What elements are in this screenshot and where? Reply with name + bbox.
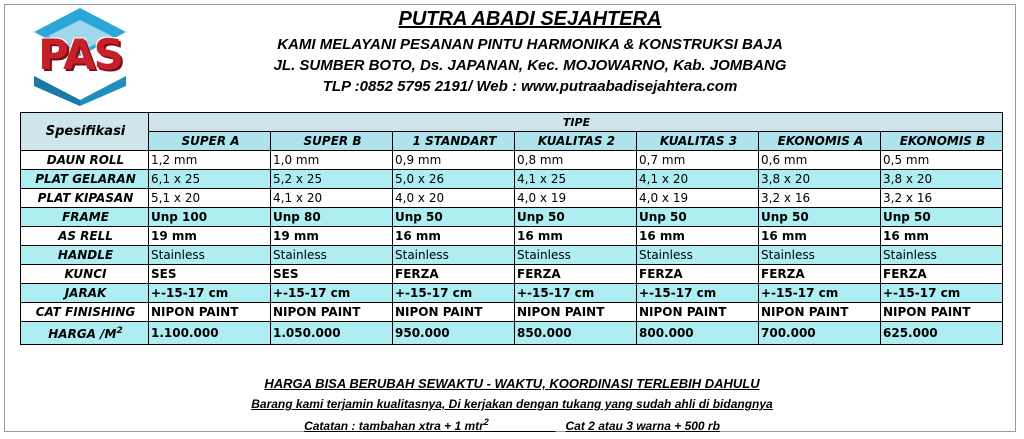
table-cell: Stainless	[271, 246, 393, 265]
table-cell: 1,0 mm	[271, 151, 393, 170]
column-header-row	[21, 132, 1003, 151]
table-cell: 16 mm	[637, 227, 759, 246]
table-cell: Unp 100	[149, 208, 271, 227]
price-cell: 850.000	[515, 322, 637, 345]
table-cell: 3,2 x 16	[881, 189, 1003, 208]
company-logo	[30, 6, 130, 106]
table-head-row	[21, 113, 1003, 132]
table-cell: 19 mm	[271, 227, 393, 246]
table-cell: Stainless	[637, 246, 759, 265]
address-line: JL. SUMBER BOTO, Ds. JAPANAN, Kec. MOJOWARNO, Kab. JOMBANG	[273, 57, 787, 74]
header	[160, 6, 900, 97]
table-cell: +-15-17 cm	[271, 284, 393, 303]
table-row	[21, 208, 1003, 227]
table-cell: 16 mm	[515, 227, 637, 246]
table-row	[21, 303, 1003, 322]
price-label: HARGA $/M^2$	[21, 322, 149, 345]
price-cell: 1.100.000	[149, 322, 271, 345]
row-label: PLAT KIPASAN	[21, 189, 149, 208]
table-cell: 4,1 x 20	[271, 189, 393, 208]
price-notice: HARGA BISA BERUBAH SEWAKTU - WAKTU, KOORDINASI TERLEBIH DAHULU	[264, 376, 760, 391]
table-cell: +-15-17 cm	[637, 284, 759, 303]
spec-header: Spesifikasi	[21, 113, 149, 151]
table-cell: 3,8 x 20	[881, 170, 1003, 189]
table-cell: 16 mm	[759, 227, 881, 246]
spec-table	[20, 112, 1003, 345]
table-cell: Stainless	[149, 246, 271, 265]
row-label: CAT FINISHING	[21, 303, 149, 322]
column-header: SUPER B	[271, 132, 393, 151]
column-header: SUPER A	[149, 132, 271, 151]
table-cell: +-15-17 cm	[881, 284, 1003, 303]
price-row	[21, 322, 1003, 345]
table-cell: 0,9 mm	[393, 151, 515, 170]
column-header: 1 STANDART	[393, 132, 515, 151]
extra-note-part1: Catatan : tambahan xtra + 1 mtr	[304, 419, 484, 433]
price-cell: 1.050.000	[271, 322, 393, 345]
table-row	[21, 284, 1003, 303]
table-cell: FERZA	[515, 265, 637, 284]
table-cell: +-15-17 cm	[149, 284, 271, 303]
table-cell: SES	[149, 265, 271, 284]
quality-note: Barang kami terjamin kualitasnya, Di kerjakan dengan tukang yang sudah ahli di bidangnya	[251, 397, 773, 411]
price-cell: 625.000	[881, 322, 1003, 345]
table-cell: 16 mm	[393, 227, 515, 246]
table-cell: NIPON PAINT	[271, 303, 393, 322]
table-cell: +-15-17 cm	[393, 284, 515, 303]
table-cell: NIPON PAINT	[759, 303, 881, 322]
table-cell: 0,7 mm	[637, 151, 759, 170]
price-cell: 700.000	[759, 322, 881, 345]
table-cell: 16 mm	[881, 227, 1003, 246]
table-cell: NIPON PAINT	[393, 303, 515, 322]
table-cell: NIPON PAINT	[149, 303, 271, 322]
table-cell: +-15-17 cm	[515, 284, 637, 303]
table-cell: 19 mm	[149, 227, 271, 246]
column-header: KUALITAS 2	[515, 132, 637, 151]
table-cell: 4,0 x 19	[515, 189, 637, 208]
column-header: EKONOMIS B	[881, 132, 1003, 151]
table-cell: Unp 50	[637, 208, 759, 227]
table-cell: Unp 50	[759, 208, 881, 227]
price-cell: 800.000	[637, 322, 759, 345]
table-cell: FERZA	[637, 265, 759, 284]
table-cell: Stainless	[515, 246, 637, 265]
table-row	[21, 246, 1003, 265]
table-cell: 1,2 mm	[149, 151, 271, 170]
table-row	[21, 265, 1003, 284]
table-cell: SES	[271, 265, 393, 284]
table-cell: Unp 50	[515, 208, 637, 227]
table-cell: +-15-17 cm	[759, 284, 881, 303]
table-cell: 3,8 x 20	[759, 170, 881, 189]
table-cell: 4,1 x 20	[637, 170, 759, 189]
row-label: PLAT GELARAN	[21, 170, 149, 189]
row-label: HANDLE	[21, 246, 149, 265]
row-label: DAUN ROLL	[21, 151, 149, 170]
column-header: EKONOMIS A	[759, 132, 881, 151]
table-cell: 4,1 x 25	[515, 170, 637, 189]
table-cell: FERZA	[393, 265, 515, 284]
table-cell: FERZA	[759, 265, 881, 284]
contact-line: TLP :0852 5795 2191/ Web : www.putraabadisejahtera.com	[322, 78, 738, 95]
column-header: KUALITAS 3	[637, 132, 759, 151]
table-row	[21, 170, 1003, 189]
tipe-header: TIPE	[149, 113, 1003, 132]
extra-note-part2: Cat 2 atau 3 warna + 500 rb	[565, 419, 720, 433]
table-row	[21, 227, 1003, 246]
row-label: JARAK	[21, 284, 149, 303]
table-cell: Stainless	[759, 246, 881, 265]
table-cell: 0,6 mm	[759, 151, 881, 170]
table-cell: 5,1 x 20	[149, 189, 271, 208]
table-cell: Unp 50	[881, 208, 1003, 227]
table-cell: Unp 80	[271, 208, 393, 227]
table-cell: 4,0 x 19	[637, 189, 759, 208]
table-cell: Stainless	[881, 246, 1003, 265]
table-cell: 5,2 x 25	[271, 170, 393, 189]
services-line: KAMI MELAYANI PESANAN PINTU HARMONIKA & KONSTRUKSI BAJA	[277, 36, 783, 53]
table-cell: Stainless	[393, 246, 515, 265]
table-cell: FERZA	[881, 265, 1003, 284]
table-row	[21, 189, 1003, 208]
table-cell: NIPON PAINT	[515, 303, 637, 322]
table-row	[21, 151, 1003, 170]
row-label: AS RELL	[21, 227, 149, 246]
table-cell: 5,0 x 26	[393, 170, 515, 189]
table-cell: 0,5 mm	[881, 151, 1003, 170]
extra-note: Catatan : tambahan xtra + 1 mtr$^2$ Cat 2 atau 3 warna + 500 rb	[304, 417, 720, 433]
logo-text: PAS	[38, 30, 122, 79]
table-cell: NIPON PAINT	[637, 303, 759, 322]
table-cell: Unp 50	[393, 208, 515, 227]
table-cell: 3,2 x 16	[759, 189, 881, 208]
spec-body	[21, 151, 1003, 322]
table-cell: NIPON PAINT	[881, 303, 1003, 322]
row-label: FRAME	[21, 208, 149, 227]
row-label: KUNCI	[21, 265, 149, 284]
company-name: PUTRA ABADI SEJAHTERA	[398, 8, 662, 30]
price-cell: 950.000	[393, 322, 515, 345]
table-cell: 0,8 mm	[515, 151, 637, 170]
table-cell: 4,0 x 20	[393, 189, 515, 208]
table-cell: 6,1 x 25	[149, 170, 271, 189]
